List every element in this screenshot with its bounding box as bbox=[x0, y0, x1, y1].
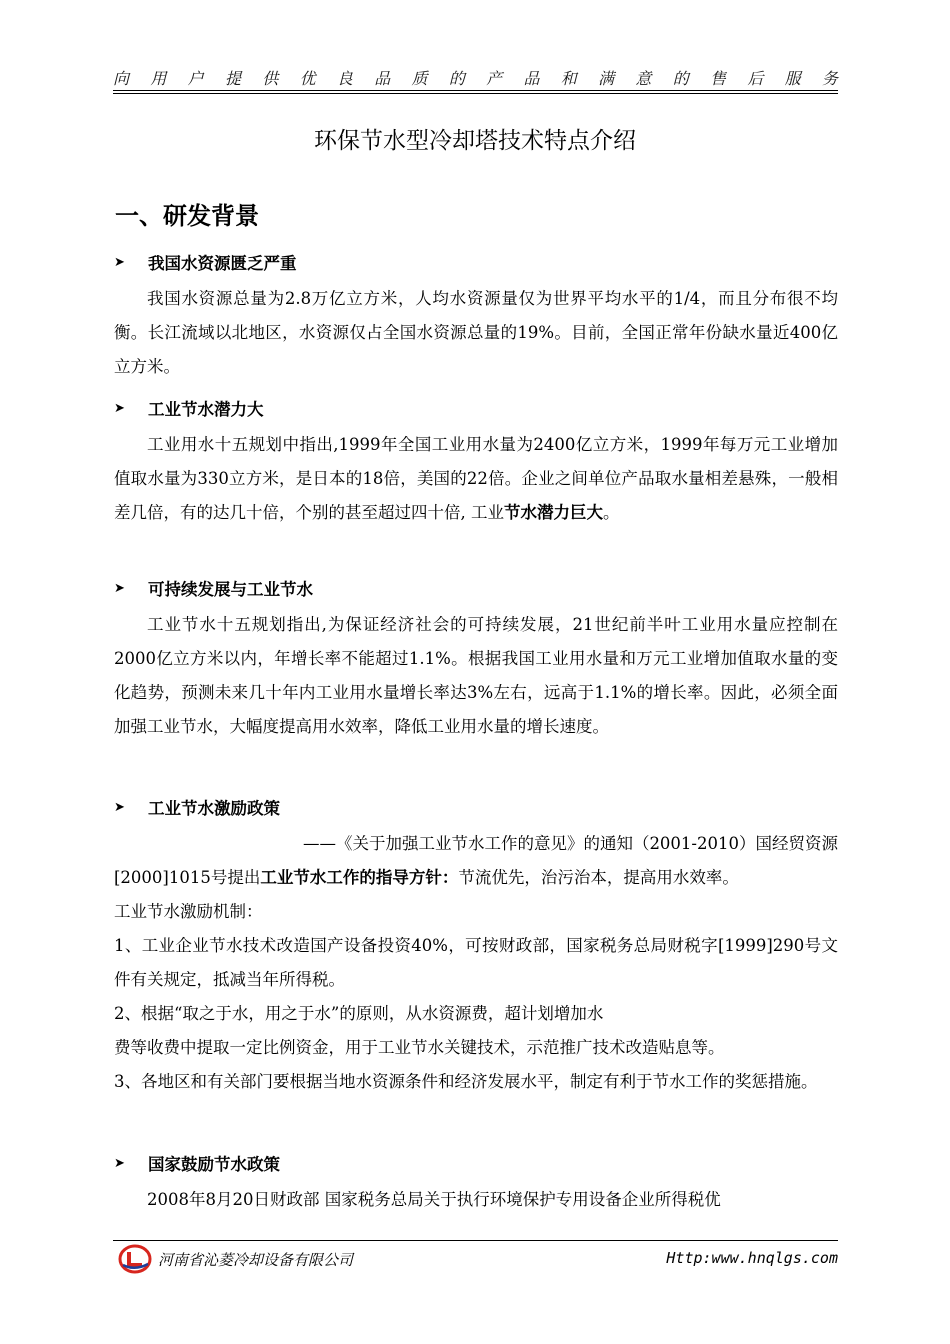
motto-char: 品 bbox=[374, 69, 391, 88]
footer-website-link[interactable]: Http:www.hnqlgs.com bbox=[666, 1249, 838, 1267]
motto-char: 后 bbox=[747, 69, 764, 88]
bullet-heading-water-scarcity bbox=[114, 247, 297, 277]
paragraph-national-policy: 2008年8月20日财政部 国家税务总局关于执行环境保护专用设备企业所得税优 bbox=[147, 1190, 721, 1209]
paragraph-sustainable: 工业节水十五规划指出,为保证经济社会的可持续发展，21世纪前半叶工业用水量应控制在2000亿立方米以内，年增长率不能超过1.1%。根据我国工业用水量和万元工业增加值取水量的变化趋势，预测未来几十年内工业用水量增长率达3%左右，远高于1.1%的增长率。因此，必须全面加强工业节水，大幅度提高用水效率，降低工业用水量的增长速度。 bbox=[114, 615, 838, 736]
arrowhead-bullet-icon: ➤ bbox=[114, 799, 125, 815]
motto-char: 的 bbox=[672, 69, 689, 88]
arrowhead-bullet-icon: ➤ bbox=[114, 254, 125, 270]
bullet-heading-national-policy bbox=[114, 1148, 280, 1178]
paragraph-text: 节流优先，治污治本，提高用水效率。 bbox=[458, 868, 739, 887]
motto-char: 户 bbox=[187, 69, 204, 88]
arrowhead-bullet-icon: ➤ bbox=[114, 1155, 125, 1171]
bullet-label: 工业节水潜力大 bbox=[148, 400, 264, 419]
motto-char: 质 bbox=[411, 69, 428, 88]
emphasis-text: 节水潜力巨大 bbox=[504, 503, 603, 522]
bullet-heading-sustainable bbox=[114, 573, 313, 603]
emphasis-text: 工业节水工作的指导方针： bbox=[260, 868, 459, 887]
header-motto bbox=[113, 66, 838, 89]
motto-char: 向 bbox=[113, 69, 130, 88]
paragraph-text: 。 bbox=[603, 503, 620, 522]
motto-char: 产 bbox=[486, 69, 503, 88]
header-divider bbox=[113, 90, 838, 94]
paragraph-incentive-policy bbox=[114, 827, 838, 1099]
paragraph-text: [2000]1015号提出 bbox=[114, 868, 261, 887]
incentive-item-3: 3、各地区和有关部门要根据当地水资源条件和经济发展水平，制定有利于节水工作的奖惩措施。 bbox=[114, 1072, 818, 1091]
motto-char: 供 bbox=[262, 69, 279, 88]
bullet-heading-incentive-policy bbox=[114, 792, 280, 822]
bullet-heading-saving-potential bbox=[114, 393, 264, 423]
motto-char: 务 bbox=[821, 69, 838, 88]
document-title: 环保节水型冷却塔技术特点介绍 bbox=[314, 128, 636, 154]
motto-char: 优 bbox=[299, 69, 316, 88]
arrowhead-bullet-icon: ➤ bbox=[114, 400, 125, 416]
incentive-item-1: 1、工业企业节水技术改造国产设备投资40%，可按财政部，国家税务总局财税字[1999]290号文件有关规定，抵减当年所得税。 bbox=[114, 936, 838, 989]
incentive-mechanism-label: 工业节水激励机制： bbox=[114, 902, 263, 921]
motto-char: 满 bbox=[598, 69, 615, 88]
bullet-label: 工业节水激励政策 bbox=[148, 799, 280, 818]
motto-char: 服 bbox=[784, 69, 801, 88]
footer-divider bbox=[113, 1240, 838, 1241]
motto-char: 良 bbox=[336, 69, 353, 88]
paragraph-water-scarcity: 我国水资源总量为2.8万亿立方米，人均水资源量仅为世界平均水平的1/4，而且分布很不均衡。长江流域以北地区，水资源仅占全国水资源总量的19%。目前，全国正常年份缺水量近400亿立方米。 bbox=[114, 289, 838, 376]
bullet-label: 国家鼓励节水政策 bbox=[148, 1155, 280, 1174]
motto-char: 售 bbox=[710, 69, 727, 88]
incentive-item-2-line-2: 费等收费中提取一定比例资金，用于工业节水关键技术，示范推广技术改造贴息等。 bbox=[114, 1038, 725, 1057]
motto-char: 品 bbox=[523, 69, 540, 88]
policy-guideline bbox=[114, 861, 838, 895]
motto-char: 意 bbox=[635, 69, 652, 88]
policy-citation: ——《关于加强工业节水工作的意见》的通知（2001-2010）国经贸资源 bbox=[302, 834, 838, 853]
footer-company-name: 河南省沁菱冷却设备有限公司 bbox=[158, 1251, 354, 1269]
arrowhead-bullet-icon: ➤ bbox=[114, 580, 125, 596]
motto-char: 提 bbox=[224, 69, 241, 88]
motto-char: 和 bbox=[560, 69, 577, 88]
paragraph-saving-potential bbox=[114, 428, 838, 530]
bullet-label: 可持续发展与工业节水 bbox=[148, 580, 313, 599]
motto-char: 用 bbox=[150, 69, 167, 88]
motto-char: 的 bbox=[448, 69, 465, 88]
section-heading: 一、研发背景 bbox=[115, 202, 259, 230]
incentive-item-2-line-1: 2、根据“取之于水，用之于水”的原则，从水资源费，超计划增加水 bbox=[114, 1004, 604, 1023]
company-logo-icon bbox=[118, 1244, 152, 1274]
paragraph-text: 工业用水十五规划中指出,1999年全国工业用水量为2400亿立方米，1999年每万元工业增加值取水量为330立方米，是日本的18倍，美国的22倍。企业之间单位产品取水量相差悬殊，一般相差几倍，有的达几十倍，个别的甚至超过四十倍, 工业 bbox=[114, 435, 838, 522]
bullet-label: 我国水资源匮乏严重 bbox=[148, 254, 297, 273]
